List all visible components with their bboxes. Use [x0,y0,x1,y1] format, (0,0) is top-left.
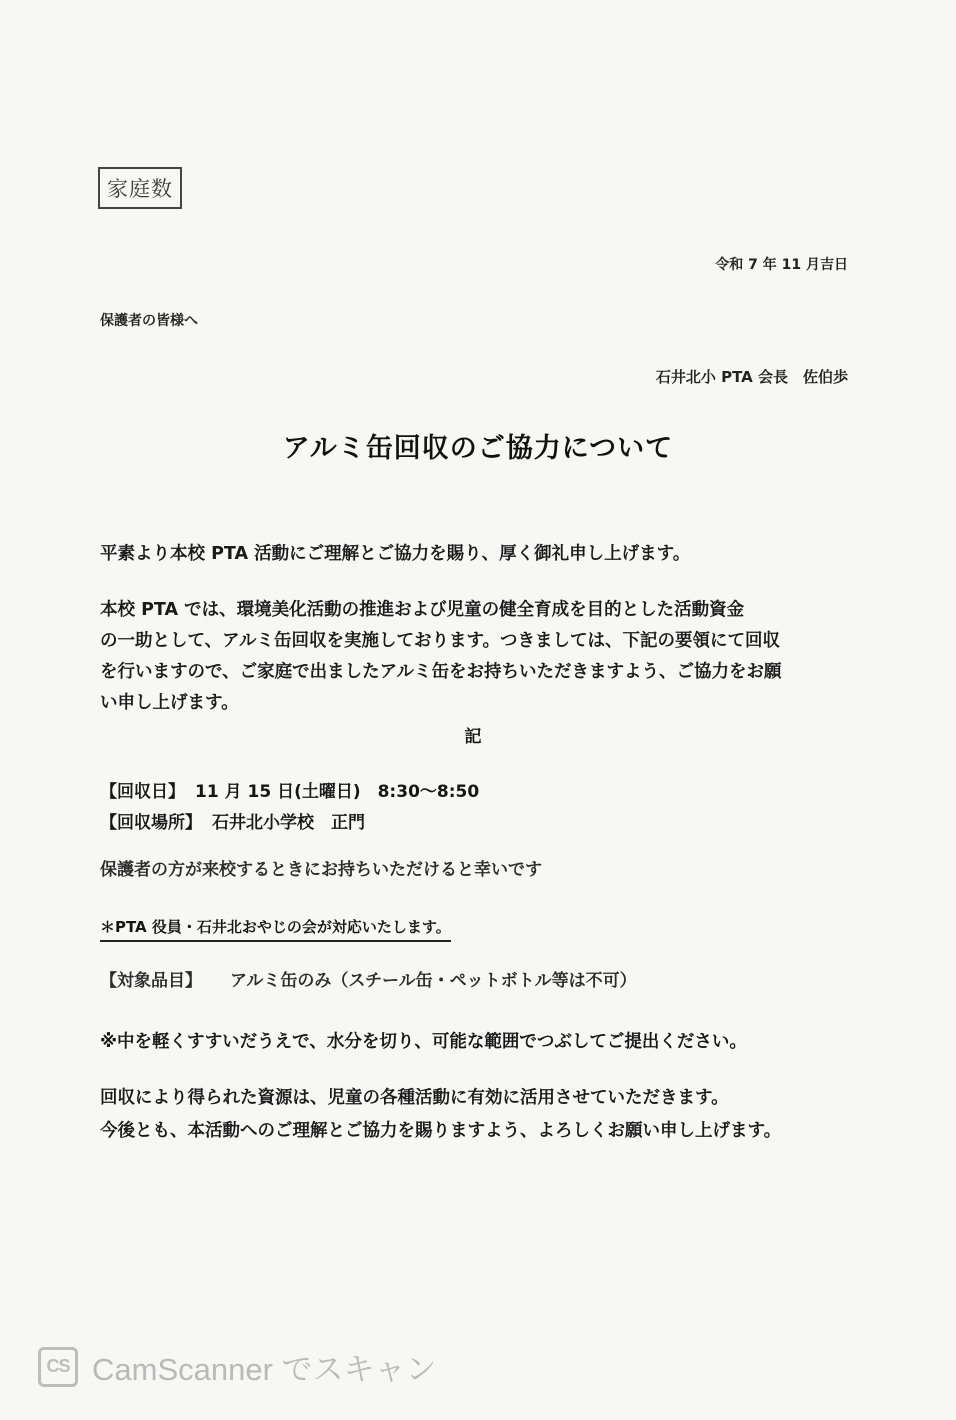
collection-date-label: 【回収日】 [100,782,185,802]
closing-line: 回収により得られた資源は、児童の各種活動に有効に活用させていただきます。 [100,1088,729,1108]
collection-place-row [100,808,365,833]
sender: 石井北小 PTA 会長 佐伯歩 [655,368,848,386]
collection-date-row [100,777,479,802]
rinse-notice: ※中を軽くすすいだうえで、水分を切り、可能な範囲でつぶしてご提出ください。 [100,1032,747,1052]
collection-place-label: 【回収場所】 [100,813,202,833]
camscanner-watermark [38,1344,437,1389]
staff-note: ＊PTA 役員・石井北おやじの会が対応いたします。 [100,916,451,942]
closing-line: 今後とも、本活動へのご理解とご協力を賜りますよう、よろしくお願い申し上げます。 [100,1121,782,1141]
collection-date-value: 11 月 15 日(土曜日) 8:30〜8:50 [195,782,480,802]
body-line: を行いますので、ご家庭で出ましたアルミ缶をお持ちいただきますよう、ご協力をお願 [100,662,782,682]
target-items-row [100,966,637,991]
issue-date: 令和 7 年 11 月吉日 [715,257,848,273]
collection-place-value: 石井北小学校 正門 [212,813,365,833]
ki-heading: 記 [464,727,482,747]
document-title: アルミ缶回収のご協力について [282,433,674,464]
target-items-label: 【対象品目】 [100,971,202,991]
bring-note: 保護者の方が来校するときにお持ちいただけると幸いです [100,860,542,880]
greeting-paragraph: 平素より本校 PTA 活動にご理解とご協力を賜り、厚く御礼申し上げます。 [100,544,691,564]
watermark-text: CamScanner でスキャン [92,1352,437,1387]
body-line: い申し上げます。 [100,693,239,713]
recipient: 保護者の皆様へ [100,313,198,329]
target-items-value: アルミ缶のみ（スチール缶・ペットボトル等は不可） [230,971,637,991]
body-line: の一助として、アルミ缶回収を実施しております。つきましては、下記の要領にて回収 [100,631,781,651]
camscanner-logo-icon: CS [38,1347,78,1387]
body-line: 本校 PTA では、環境美化活動の推進および児童の健全育成を目的とした活動資金 [100,600,745,620]
household-stamp: 家庭数 [98,167,182,209]
